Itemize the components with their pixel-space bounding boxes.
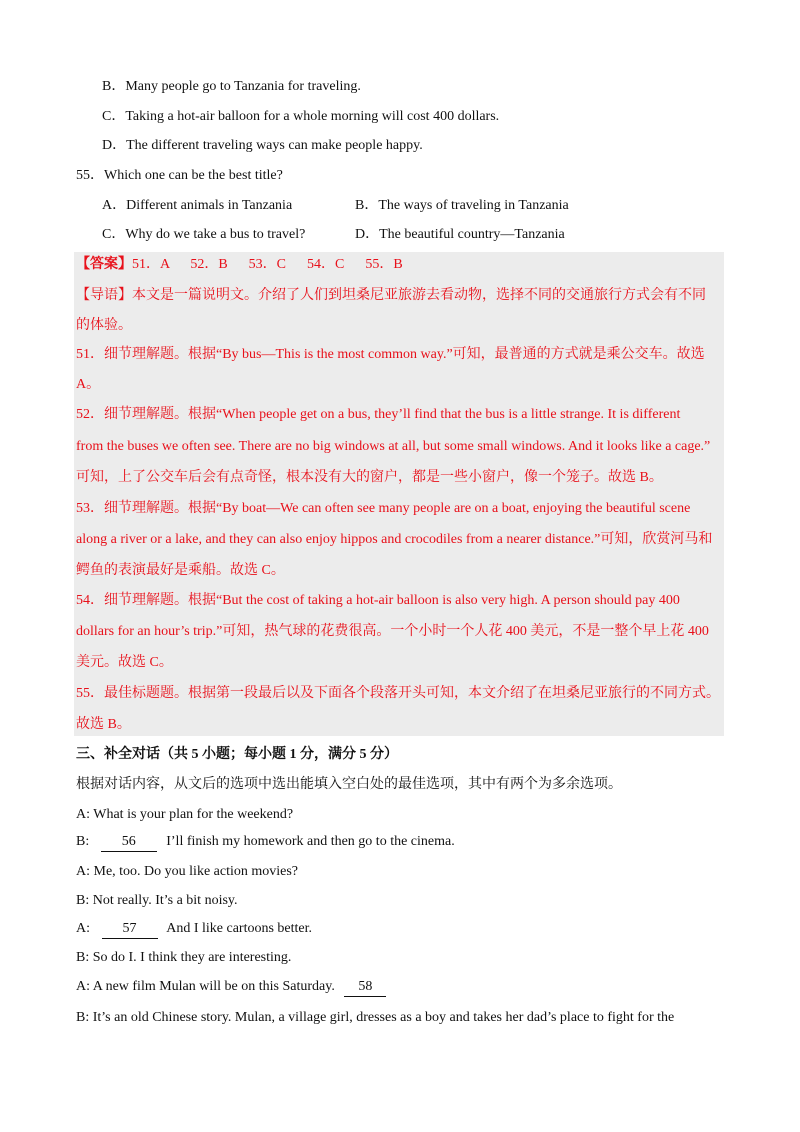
dialogue-line-56: [76, 832, 455, 852]
dialogue-line-58: [76, 977, 386, 997]
option-d: D．The different traveling ways can make people happy.: [102, 138, 423, 153]
explanation-line: A。: [76, 377, 101, 392]
dialogue-text: And I like cartoons better.: [166, 921, 313, 936]
dialogue-line: B: It’s an old Chinese story. Mulan, a village girl, dresses as a boy and takes her dad’s place to fight for the: [76, 1010, 675, 1025]
q55-option-a: A．Different animals in Tanzania: [102, 198, 293, 213]
option-c: C．Taking a hot-air balloon for a whole morning will cost 400 dollars.: [102, 109, 500, 124]
explanation-line: 美元。故选 C。: [76, 655, 173, 670]
dialogue-line: B: Not really. It’s a bit noisy.: [76, 893, 238, 908]
dialogue-text: I’ll finish my homework and then go to the cinema.: [166, 834, 455, 849]
explanation-line: dollars for an hour’s trip.”可知，热气球的花费很高。一个小时一个人花 400 美元，不是一整个早上花 400: [76, 624, 709, 639]
guide-line-2: 的体验。: [76, 318, 132, 333]
explanation-line: along a river or a lake, and they can also enjoy hippos and crocodiles from a nearer distance.”可知，欣赏河马和: [76, 532, 713, 547]
blank-58: 58: [344, 978, 386, 997]
explanation-line: 可知，上了公交车后会有点奇怪，根本没有大的窗户，都是一些小窗户，像一个笼子。故选 B。: [76, 470, 663, 485]
answer-label: 【答案】: [76, 257, 132, 272]
explanation-line: 51．细节理解题。根据“By bus—This is the most common way.”可知，最普通的方式就是乘公交车。故选: [76, 347, 705, 362]
speaker-b: B:: [76, 834, 90, 849]
section-heading: 三、补全对话（共 5 小题；每小题 1 分，满分 5 分）: [76, 747, 398, 762]
answer-line: [76, 255, 403, 275]
q55-option-b: B．The ways of traveling in Tanzania: [355, 198, 569, 213]
explanation-line: 55．最佳标题题。根据第一段最后以及下面各个段落开头可知，本文介绍了在坦桑尼亚旅行的不同方式。: [76, 686, 720, 701]
explanation-line: 53．细节理解题。根据“By boat—We can often see many people are on a boat, enjoying the beautiful scene: [76, 501, 691, 516]
explanation-line: 鳄鱼的表演最好是乘船。故选 C。: [76, 563, 285, 578]
option-b: B．Many people go to Tanzania for traveling.: [102, 79, 361, 94]
explanation-line: 52．细节理解题。根据“When people get on a bus, they’ll find that the bus is a little strange. It is different: [76, 407, 681, 422]
q55-option-d: D．The beautiful country—Tanzania: [355, 227, 565, 242]
dialogue-line: A: Me, too. Do you like action movies?: [76, 864, 299, 879]
explanation-line: from the buses we often see. There are no big windows at all, but some small windows. And it looks like a cage.”: [76, 439, 711, 454]
dialogue-line-57: [76, 919, 312, 939]
blank-56: 56: [101, 833, 157, 852]
blank-57: 57: [102, 920, 158, 939]
speaker-a: A:: [76, 921, 90, 936]
explanation-line: 54．细节理解题。根据“But the cost of taking a hot-air balloon is also very high. A person should pay 400: [76, 593, 680, 608]
explanation-line: 故选 B。: [76, 717, 131, 732]
q55-option-c: C．Why do we take a bus to travel?: [102, 227, 306, 242]
dialogue-line: B: So do I. I think they are interesting.: [76, 950, 292, 965]
dialogue-text: A: A new film Mulan will be on this Saturday.: [76, 979, 335, 994]
answer-keys: 51．A 52．B 53．C 54．C 55．B: [132, 257, 403, 272]
dialogue-line: A: What is your plan for the weekend?: [76, 807, 294, 822]
guide-line-1: 【导语】本文是一篇说明文。介绍了人们到坦桑尼亚旅游去看动物，选择不同的交通旅行方式会有不同: [76, 288, 706, 303]
section-instruction: 根据对话内容，从文后的选项中选出能填入空白处的最佳选项，其中有两个为多余选项。: [76, 777, 622, 792]
question-55: 55．Which one can be the best title?: [76, 168, 283, 183]
